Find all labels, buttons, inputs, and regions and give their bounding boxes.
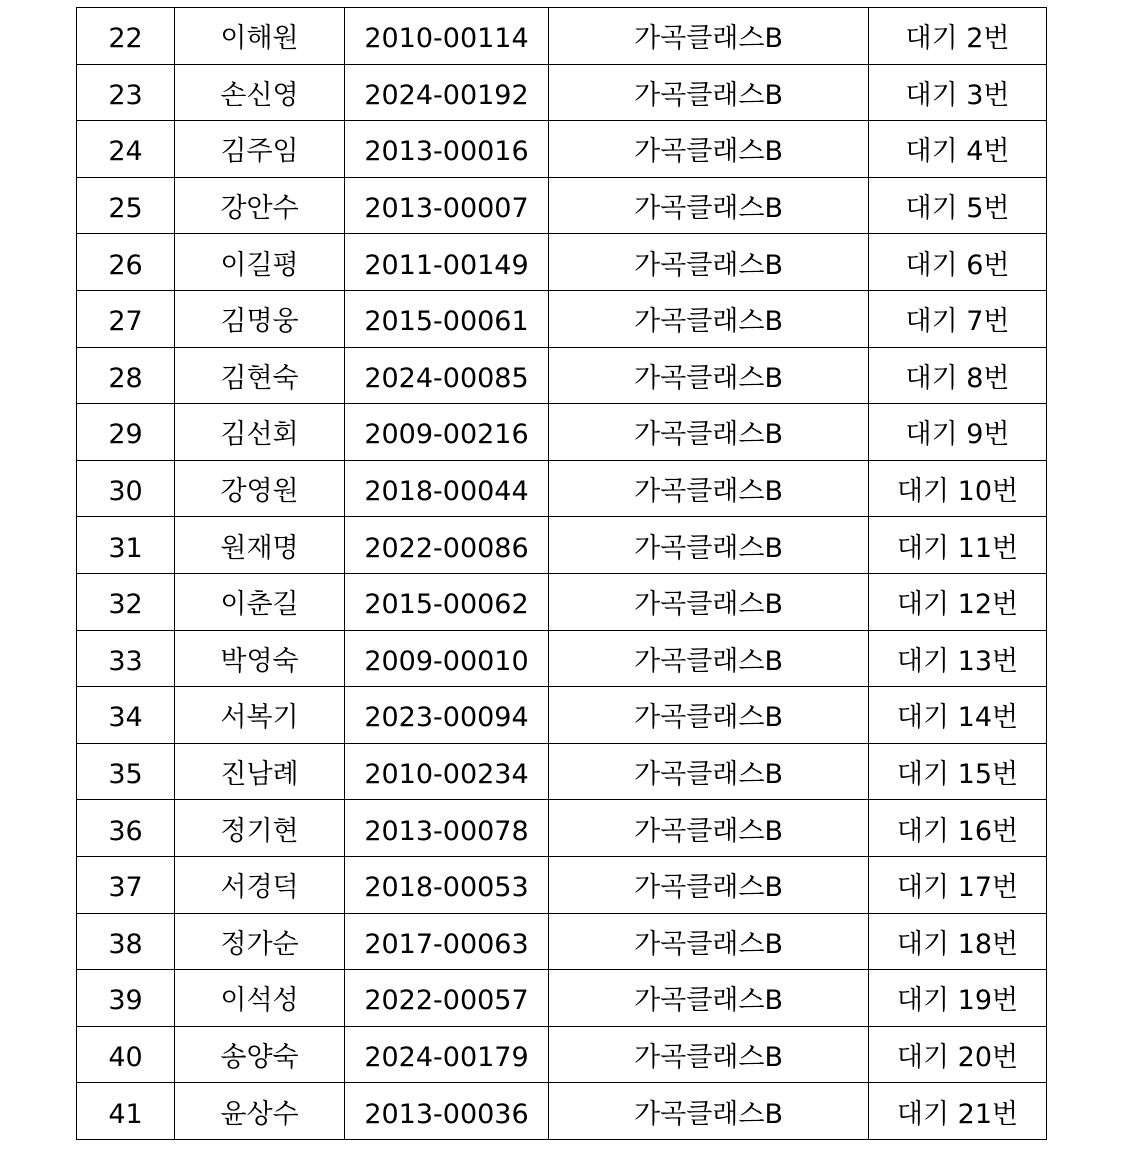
waitlist-status-cell: [869, 517, 1047, 574]
member-id-text: 2013-00016: [364, 136, 529, 168]
row-number-cell: [77, 404, 175, 461]
row-number-text: 34: [108, 702, 143, 734]
row-number-cell: [77, 177, 175, 234]
row-number-text: 33: [108, 645, 143, 677]
member-id-cell: [345, 573, 549, 630]
table-row: [77, 460, 1047, 517]
member-name-cell: [175, 800, 345, 857]
member-name-text: 윤상수: [220, 1098, 299, 1130]
member-id-cell: [345, 913, 549, 970]
waitlist-status-cell: [869, 404, 1047, 461]
row-number-text: 40: [108, 1041, 143, 1073]
row-number-cell: [77, 460, 175, 517]
waitlist-status-text: 대기 7번: [905, 306, 1010, 338]
waitlist-status-text: 대기 16번: [896, 815, 1019, 847]
row-number-text: 38: [108, 928, 143, 960]
waitlist-status-text: 대기 6번: [905, 249, 1010, 281]
member-name-text: 송양숙: [220, 1041, 299, 1073]
member-id-cell: [345, 856, 549, 913]
class-name-text: 가곡클래스B: [634, 193, 783, 225]
member-id-cell: [345, 687, 549, 744]
member-id-cell: [345, 517, 549, 574]
table-row: [77, 1026, 1047, 1083]
class-name-text: 가곡클래스B: [634, 419, 783, 451]
row-number-text: 29: [108, 419, 143, 451]
member-id-cell: [345, 743, 549, 800]
class-name-cell: [549, 630, 869, 687]
member-name-text: 이춘길: [220, 589, 299, 621]
member-id-text: 2009-00216: [364, 419, 529, 451]
member-id-text: 2024-00085: [364, 362, 529, 394]
class-name-text: 가곡클래스B: [634, 23, 783, 55]
waitlist-status-cell: [869, 573, 1047, 630]
table-row: [77, 970, 1047, 1027]
table-row: [77, 1083, 1047, 1140]
member-name-text: 박영숙: [220, 645, 299, 677]
class-name-text: 가곡클래스B: [634, 1041, 783, 1073]
row-number-text: 27: [108, 306, 143, 338]
waitlist-status-cell: [869, 1026, 1047, 1083]
member-name-cell: [175, 234, 345, 291]
row-number-text: 28: [108, 362, 143, 394]
member-name-text: 손신영: [220, 79, 299, 111]
class-name-text: 가곡클래스B: [634, 306, 783, 338]
waitlist-status-cell: [869, 856, 1047, 913]
table-row: [77, 687, 1047, 744]
member-id-text: 2010-00234: [364, 759, 529, 791]
waitlist-status-cell: [869, 347, 1047, 404]
table-row: [77, 64, 1047, 121]
member-id-text: 2024-00192: [364, 79, 529, 111]
row-number-cell: [77, 630, 175, 687]
waitlist-status-cell: [869, 630, 1047, 687]
waitlist-status-text: 대기 10번: [896, 476, 1019, 508]
row-number-text: 32: [108, 589, 143, 621]
row-number-cell: [77, 913, 175, 970]
row-number-cell: [77, 290, 175, 347]
waitlist-status-text: 대기 19번: [896, 985, 1019, 1017]
member-name-text: 원재명: [220, 532, 299, 564]
class-name-text: 가곡클래스B: [634, 362, 783, 394]
row-number-text: 41: [108, 1098, 143, 1130]
class-name-cell: [549, 1083, 869, 1140]
member-name-cell: [175, 404, 345, 461]
member-name-text: 강영원: [220, 476, 299, 508]
row-number-cell: [77, 1083, 175, 1140]
member-id-text: 2023-00094: [364, 702, 529, 734]
member-id-text: 2024-00179: [364, 1041, 529, 1073]
member-name-cell: [175, 121, 345, 178]
member-name-text: 이석성: [220, 985, 299, 1017]
row-number-cell: [77, 573, 175, 630]
waitlist-status-cell: [869, 177, 1047, 234]
waitlist-status-cell: [869, 913, 1047, 970]
member-name-cell: [175, 1083, 345, 1140]
class-name-text: 가곡클래스B: [634, 815, 783, 847]
waitlist-status-cell: [869, 64, 1047, 121]
member-id-cell: [345, 290, 549, 347]
member-id-text: 2022-00057: [364, 985, 529, 1017]
class-name-text: 가곡클래스B: [634, 79, 783, 111]
waitlist-status-text: 대기 2번: [905, 23, 1010, 55]
member-id-text: 2013-00078: [364, 815, 529, 847]
member-id-cell: [345, 64, 549, 121]
member-name-text: 이해원: [220, 23, 299, 55]
member-id-text: 2009-00010: [364, 645, 529, 677]
member-name-text: 김주임: [220, 136, 299, 168]
class-name-cell: [549, 913, 869, 970]
member-id-cell: [345, 1026, 549, 1083]
row-number-cell: [77, 8, 175, 65]
row-number-cell: [77, 687, 175, 744]
waitlist-status-cell: [869, 687, 1047, 744]
waitlist-status-text: 대기 15번: [896, 759, 1019, 791]
waitlist-status-cell: [869, 970, 1047, 1027]
member-name-text: 김현숙: [220, 362, 299, 394]
member-id-text: 2015-00062: [364, 589, 529, 621]
member-id-cell: [345, 630, 549, 687]
class-name-cell: [549, 64, 869, 121]
waitlist-status-cell: [869, 743, 1047, 800]
member-id-cell: [345, 970, 549, 1027]
class-name-text: 가곡클래스B: [634, 872, 783, 904]
member-id-text: 2010-00114: [364, 23, 529, 55]
member-name-cell: [175, 517, 345, 574]
member-name-cell: [175, 573, 345, 630]
member-id-text: 2011-00149: [364, 249, 529, 281]
table-row: [77, 121, 1047, 178]
row-number-cell: [77, 121, 175, 178]
waitlist-status-text: 대기 8번: [905, 362, 1010, 394]
row-number-cell: [77, 517, 175, 574]
member-id-cell: [345, 460, 549, 517]
class-name-text: 가곡클래스B: [634, 589, 783, 621]
class-name-cell: [549, 687, 869, 744]
row-number-text: 30: [108, 476, 143, 508]
table-row: [77, 800, 1047, 857]
table-row: [77, 8, 1047, 65]
class-name-text: 가곡클래스B: [634, 702, 783, 734]
class-name-text: 가곡클래스B: [634, 1098, 783, 1130]
member-name-text: 강안수: [220, 193, 299, 225]
row-number-cell: [77, 800, 175, 857]
class-name-cell: [549, 234, 869, 291]
waitlist-status-text: 대기 17번: [896, 872, 1019, 904]
member-id-cell: [345, 121, 549, 178]
waitlist-status-cell: [869, 460, 1047, 517]
waitlist-status-text: 대기 12번: [896, 589, 1019, 621]
table-row: [77, 404, 1047, 461]
table-row: [77, 290, 1047, 347]
member-name-cell: [175, 460, 345, 517]
class-name-cell: [549, 743, 869, 800]
class-name-text: 가곡클래스B: [634, 249, 783, 281]
row-number-text: 24: [108, 136, 143, 168]
member-name-cell: [175, 970, 345, 1027]
class-name-cell: [549, 177, 869, 234]
row-number-cell: [77, 1026, 175, 1083]
waitlist-status-text: 대기 5번: [905, 193, 1010, 225]
member-name-cell: [175, 290, 345, 347]
class-name-cell: [549, 517, 869, 574]
waitlist-status-text: 대기 18번: [896, 928, 1019, 960]
member-id-text: 2018-00053: [364, 872, 529, 904]
member-name-cell: [175, 1026, 345, 1083]
member-name-text: 김명웅: [220, 306, 299, 338]
member-name-text: 진남례: [220, 759, 299, 791]
table-row: [77, 347, 1047, 404]
class-name-text: 가곡클래스B: [634, 532, 783, 564]
waitlist-status-cell: [869, 1083, 1047, 1140]
class-name-text: 가곡클래스B: [634, 985, 783, 1017]
table-row: [77, 856, 1047, 913]
member-name-cell: [175, 743, 345, 800]
member-name-cell: [175, 177, 345, 234]
row-number-text: 25: [108, 193, 143, 225]
member-name-cell: [175, 687, 345, 744]
member-id-text: 2015-00061: [364, 306, 529, 338]
class-name-text: 가곡클래스B: [634, 136, 783, 168]
waitlist-status-text: 대기 20번: [896, 1041, 1019, 1073]
member-name-cell: [175, 8, 345, 65]
member-id-cell: [345, 8, 549, 65]
table-row: [77, 630, 1047, 687]
table-row: [77, 234, 1047, 291]
table-row: [77, 517, 1047, 574]
member-name-text: 김선회: [220, 419, 299, 451]
member-id-text: 2022-00086: [364, 532, 529, 564]
member-name-text: 정기현: [220, 815, 299, 847]
waitlist-status-text: 대기 13번: [896, 645, 1019, 677]
member-id-cell: [345, 800, 549, 857]
waitlist-status-cell: [869, 234, 1047, 291]
row-number-cell: [77, 64, 175, 121]
waitlist-status-text: 대기 21번: [896, 1098, 1019, 1130]
row-number-text: 22: [108, 23, 143, 55]
member-name-cell: [175, 64, 345, 121]
row-number-text: 37: [108, 872, 143, 904]
class-name-cell: [549, 290, 869, 347]
row-number-text: 39: [108, 985, 143, 1017]
row-number-cell: [77, 856, 175, 913]
class-name-cell: [549, 347, 869, 404]
row-number-cell: [77, 234, 175, 291]
member-name-text: 서복기: [220, 702, 299, 734]
member-name-text: 정가순: [220, 928, 299, 960]
waitlist-table: [76, 7, 1047, 1140]
waitlist-status-cell: [869, 121, 1047, 178]
class-name-cell: [549, 800, 869, 857]
member-name-text: 이길평: [220, 249, 299, 281]
member-name-cell: [175, 630, 345, 687]
class-name-cell: [549, 121, 869, 178]
row-number-cell: [77, 347, 175, 404]
class-name-cell: [549, 856, 869, 913]
member-id-cell: [345, 234, 549, 291]
member-id-text: 2017-00063: [364, 928, 529, 960]
waitlist-status-text: 대기 3번: [905, 79, 1010, 111]
waitlist-status-text: 대기 9번: [905, 419, 1010, 451]
class-name-cell: [549, 8, 869, 65]
waitlist-status-text: 대기 11번: [896, 532, 1019, 564]
table-row: [77, 573, 1047, 630]
waitlist-status-text: 대기 4번: [905, 136, 1010, 168]
row-number-text: 31: [108, 532, 143, 564]
member-id-cell: [345, 1083, 549, 1140]
member-id-text: 2013-00036: [364, 1098, 529, 1130]
row-number-text: 35: [108, 759, 143, 791]
waitlist-status-cell: [869, 8, 1047, 65]
class-name-cell: [549, 460, 869, 517]
class-name-cell: [549, 573, 869, 630]
member-name-cell: [175, 856, 345, 913]
member-name-cell: [175, 347, 345, 404]
member-id-text: 2013-00007: [364, 193, 529, 225]
class-name-cell: [549, 1026, 869, 1083]
row-number-cell: [77, 743, 175, 800]
member-id-text: 2018-00044: [364, 476, 529, 508]
row-number-cell: [77, 970, 175, 1027]
member-id-cell: [345, 347, 549, 404]
waitlist-status-cell: [869, 800, 1047, 857]
table-row: [77, 177, 1047, 234]
member-name-cell: [175, 913, 345, 970]
waitlist-table-body: [77, 8, 1047, 1140]
row-number-text: 23: [108, 79, 143, 111]
class-name-text: 가곡클래스B: [634, 928, 783, 960]
member-name-text: 서경덕: [220, 872, 299, 904]
row-number-text: 36: [108, 815, 143, 847]
table-row: [77, 743, 1047, 800]
row-number-text: 26: [108, 249, 143, 281]
class-name-text: 가곡클래스B: [634, 476, 783, 508]
member-id-cell: [345, 177, 549, 234]
member-id-cell: [345, 404, 549, 461]
table-row: [77, 913, 1047, 970]
class-name-text: 가곡클래스B: [634, 645, 783, 677]
waitlist-status-text: 대기 14번: [896, 702, 1019, 734]
class-name-text: 가곡클래스B: [634, 759, 783, 791]
waitlist-status-cell: [869, 290, 1047, 347]
class-name-cell: [549, 404, 869, 461]
class-name-cell: [549, 970, 869, 1027]
